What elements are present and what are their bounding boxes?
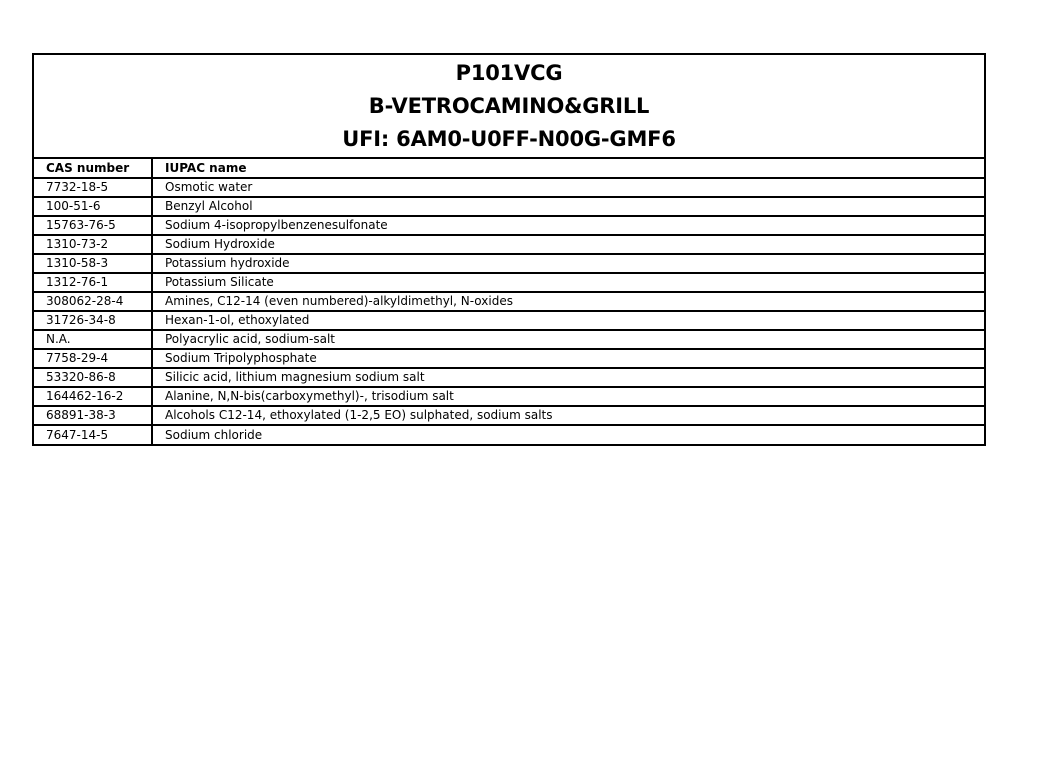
iupac-name-cell: Silicic acid, lithium magnesium sodium salt [152, 368, 984, 387]
table-row [34, 311, 984, 330]
cas-number-cell: 53320-86-8 [34, 368, 152, 387]
cas-number-cell: 7758-29-4 [34, 349, 152, 368]
ufi-code: UFI: 6AM0-U0FF-N00G-GMF6 [342, 126, 676, 151]
cas-number-cell: 164462-16-2 [34, 387, 152, 406]
product-code: P101VCG [455, 60, 563, 85]
iupac-name-cell: Sodium Hydroxide [152, 235, 984, 254]
cas-number-cell: 7647-14-5 [34, 425, 152, 444]
iupac-name-cell: Polyacrylic acid, sodium-salt [152, 330, 984, 349]
cas-number-cell: 1312-76-1 [34, 273, 152, 292]
table-row [34, 254, 984, 273]
iupac-name-cell: Alanine, N,N-bis(carboxymethyl)-, trisodium salt [152, 387, 984, 406]
column-header-iupac: IUPAC name [152, 159, 984, 178]
ingredients-table [34, 159, 984, 444]
table-row [34, 425, 984, 444]
table-row [34, 235, 984, 254]
cas-number-cell: 100-51-6 [34, 197, 152, 216]
iupac-name-cell: Amines, C12-14 (even numbered)-alkyldimethyl, N-oxides [152, 292, 984, 311]
cas-number-cell: 31726-34-8 [34, 311, 152, 330]
table-row [34, 292, 984, 311]
table-row [34, 216, 984, 235]
table-row [34, 387, 984, 406]
cas-number-cell: 1310-73-2 [34, 235, 152, 254]
table-row [34, 273, 984, 292]
iupac-name-cell: Osmotic water [152, 178, 984, 197]
composition-sheet [32, 53, 986, 446]
cas-number-cell: N.A. [34, 330, 152, 349]
column-header-cas: CAS number [34, 159, 152, 178]
table-row [34, 330, 984, 349]
table-header-row [34, 159, 984, 178]
cas-number-cell: 308062-28-4 [34, 292, 152, 311]
cas-number-cell: 68891-38-3 [34, 406, 152, 425]
iupac-name-cell: Sodium chloride [165, 427, 263, 442]
table-row [34, 368, 984, 387]
table-row [34, 406, 984, 425]
iupac-name-cell: Sodium Tripolyphosphate [152, 349, 984, 368]
iupac-name-cell: Potassium Silicate [152, 273, 984, 292]
table-row [34, 349, 984, 368]
iupac-name-cell: Benzyl Alcohol [152, 197, 984, 216]
iupac-name-cell: Sodium 4-isopropylbenzenesulfonate [152, 216, 984, 235]
cas-number-cell: 7732-18-5 [34, 178, 152, 197]
document-header [34, 55, 984, 159]
iupac-name-cell: Hexan-1-ol, ethoxylated [152, 311, 984, 330]
cas-number-cell: 1310-58-3 [34, 254, 152, 273]
product-name: B-VETROCAMINO&GRILL [368, 93, 650, 118]
table-row [34, 197, 984, 216]
iupac-name-cell: Alcohols C12-14, ethoxylated (1-2,5 EO) sulphated, sodium salts [152, 406, 984, 425]
cas-number-cell: 15763-76-5 [34, 216, 152, 235]
iupac-name-cell: Potassium hydroxide [152, 254, 984, 273]
table-row [34, 178, 984, 197]
